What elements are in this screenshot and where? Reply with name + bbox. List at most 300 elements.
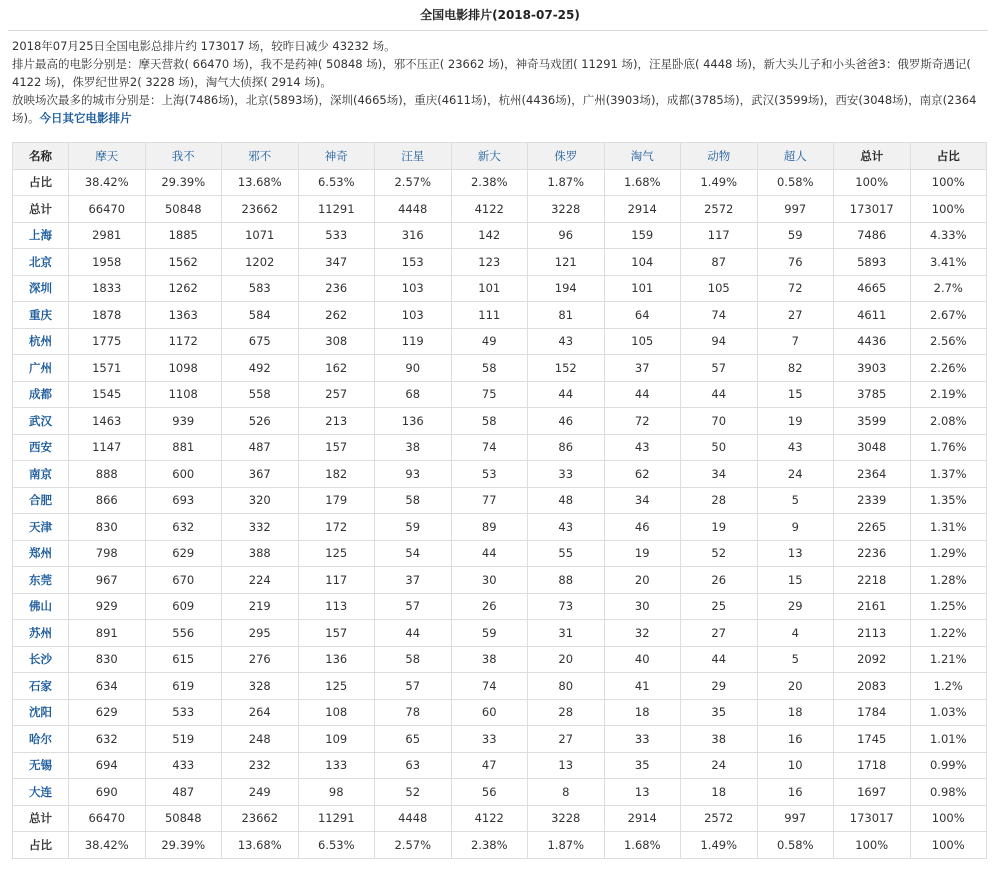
city-link[interactable]: 石家 xyxy=(13,673,69,700)
table-cell: 615 xyxy=(145,646,222,673)
table-cell: 2914 xyxy=(604,196,681,223)
table-cell: 1.68% xyxy=(604,832,681,859)
row-ratio: 100% xyxy=(910,196,987,223)
table-cell: 62 xyxy=(604,461,681,488)
table-cell: 19 xyxy=(681,514,758,541)
table-cell: 93 xyxy=(375,461,452,488)
table-cell: 0.58% xyxy=(757,832,834,859)
city-link[interactable]: 深圳 xyxy=(13,275,69,302)
table-cell: 44 xyxy=(681,646,758,673)
table-cell: 82 xyxy=(757,355,834,382)
table-cell: 533 xyxy=(145,699,222,726)
table-cell: 136 xyxy=(375,408,452,435)
table-cell: 320 xyxy=(222,487,299,514)
table-cell: 48 xyxy=(528,487,605,514)
row-ratio: 1.03% xyxy=(910,699,987,726)
table-cell: 830 xyxy=(69,646,146,673)
city-row xyxy=(13,408,987,435)
table-cell: 179 xyxy=(298,487,375,514)
row-total: 3599 xyxy=(834,408,911,435)
table-cell: 29.39% xyxy=(145,832,222,859)
table-cell: 44 xyxy=(681,381,758,408)
summary-row xyxy=(13,196,987,223)
city-row xyxy=(13,514,987,541)
table-cell: 295 xyxy=(222,620,299,647)
table-cell: 262 xyxy=(298,302,375,329)
table-cell: 49 xyxy=(451,328,528,355)
table-cell: 1147 xyxy=(69,434,146,461)
row-total: 173017 xyxy=(834,196,911,223)
header-movie[interactable]: 淘气 xyxy=(604,143,681,170)
table-cell: 264 xyxy=(222,699,299,726)
table-cell: 2.38% xyxy=(451,832,528,859)
table-cell: 13.68% xyxy=(222,832,299,859)
table-cell: 194 xyxy=(528,275,605,302)
row-ratio: 100% xyxy=(910,832,987,859)
table-cell: 65 xyxy=(375,726,452,753)
table-cell: 2981 xyxy=(69,222,146,249)
header-ratio: 占比 xyxy=(910,143,987,170)
table-cell: 172 xyxy=(298,514,375,541)
header-movie[interactable]: 新大 xyxy=(451,143,528,170)
table-cell: 33 xyxy=(451,726,528,753)
table-cell: 105 xyxy=(604,328,681,355)
city-link[interactable]: 上海 xyxy=(13,222,69,249)
city-link[interactable]: 西安 xyxy=(13,434,69,461)
table-cell: 125 xyxy=(298,673,375,700)
table-cell: 15 xyxy=(757,567,834,594)
table-cell: 219 xyxy=(222,593,299,620)
table-cell: 830 xyxy=(69,514,146,541)
city-link[interactable]: 成都 xyxy=(13,381,69,408)
row-total: 2339 xyxy=(834,487,911,514)
table-cell: 35 xyxy=(681,699,758,726)
table-cell: 1571 xyxy=(69,355,146,382)
table-cell: 30 xyxy=(451,567,528,594)
table-cell: 109 xyxy=(298,726,375,753)
table-cell: 19 xyxy=(604,540,681,567)
row-total: 4611 xyxy=(834,302,911,329)
row-ratio: 2.26% xyxy=(910,355,987,382)
table-cell: 44 xyxy=(451,540,528,567)
table-cell: 37 xyxy=(375,567,452,594)
city-link[interactable]: 长沙 xyxy=(13,646,69,673)
row-ratio: 3.41% xyxy=(910,249,987,276)
table-cell: 29 xyxy=(757,593,834,620)
city-link[interactable]: 苏州 xyxy=(13,620,69,647)
summary-row xyxy=(13,805,987,832)
table-cell: 8 xyxy=(528,779,605,806)
table-cell: 308 xyxy=(298,328,375,355)
table-cell: 3228 xyxy=(528,805,605,832)
table-cell: 4448 xyxy=(375,196,452,223)
table-cell: 23662 xyxy=(222,805,299,832)
table-cell: 73 xyxy=(528,593,605,620)
table-cell: 152 xyxy=(528,355,605,382)
table-cell: 60 xyxy=(451,699,528,726)
schedule-table xyxy=(12,142,987,859)
table-cell: 72 xyxy=(604,408,681,435)
page-title: 全国电影排片(2018-07-25) xyxy=(420,8,580,22)
table-cell: 248 xyxy=(222,726,299,753)
table-cell: 27 xyxy=(528,726,605,753)
table-cell: 20 xyxy=(757,673,834,700)
row-ratio: 0.98% xyxy=(910,779,987,806)
table-cell: 1363 xyxy=(145,302,222,329)
city-row xyxy=(13,302,987,329)
table-cell: 4122 xyxy=(451,805,528,832)
header-movie[interactable]: 超人 xyxy=(757,143,834,170)
table-cell: 236 xyxy=(298,275,375,302)
city-row xyxy=(13,275,987,302)
table-cell: 101 xyxy=(451,275,528,302)
table-cell: 157 xyxy=(298,434,375,461)
table-cell: 125 xyxy=(298,540,375,567)
city-row xyxy=(13,540,987,567)
city-link[interactable]: 大连 xyxy=(13,779,69,806)
row-ratio: 2.67% xyxy=(910,302,987,329)
table-cell: 28 xyxy=(528,699,605,726)
row-ratio: 2.08% xyxy=(910,408,987,435)
table-cell: 3228 xyxy=(528,196,605,223)
table-cell: 316 xyxy=(375,222,452,249)
table-cell: 68 xyxy=(375,381,452,408)
city-link[interactable]: 北京 xyxy=(13,249,69,276)
table-cell: 9 xyxy=(757,514,834,541)
row-ratio: 0.99% xyxy=(910,752,987,779)
row-total: 1784 xyxy=(834,699,911,726)
city-row xyxy=(13,779,987,806)
table-cell: 43 xyxy=(528,328,605,355)
table-cell: 34 xyxy=(681,461,758,488)
table-cell: 690 xyxy=(69,779,146,806)
city-row xyxy=(13,328,987,355)
city-row xyxy=(13,726,987,753)
city-link[interactable]: 天津 xyxy=(13,514,69,541)
table-cell: 583 xyxy=(222,275,299,302)
row-total: 2161 xyxy=(834,593,911,620)
city-link[interactable]: 东莞 xyxy=(13,567,69,594)
table-cell: 105 xyxy=(681,275,758,302)
table-cell: 4448 xyxy=(375,805,452,832)
table-cell: 46 xyxy=(528,408,605,435)
table-cell: 33 xyxy=(528,461,605,488)
intro-top-movies-line: 排片最高的电影分别是：摩天营救( 66470 场)，我不是药神( 50848 场)，邪不压正( 23662 场)，神奇马戏团( 11291 场)，汪星卧底( 4448 场)，新大头儿子和小头爸爸3：俄罗斯奇遇记( 4122 场)，侏罗纪世界2( 3228 场)，淘气大侦探( 2914 场)。 xyxy=(12,57,971,89)
table-cell: 257 xyxy=(298,381,375,408)
table-cell: 87 xyxy=(681,249,758,276)
table-cell: 1775 xyxy=(69,328,146,355)
intro-summary xyxy=(12,37,988,127)
title-divider xyxy=(8,30,988,31)
table-cell: 16 xyxy=(757,726,834,753)
table-cell: 38 xyxy=(375,434,452,461)
table-cell: 1885 xyxy=(145,222,222,249)
table-cell: 159 xyxy=(604,222,681,249)
row-total: 3048 xyxy=(834,434,911,461)
table-cell: 18 xyxy=(604,699,681,726)
city-link[interactable]: 广州 xyxy=(13,355,69,382)
table-cell: 1.49% xyxy=(681,832,758,859)
table-cell: 119 xyxy=(375,328,452,355)
table-cell: 29 xyxy=(681,673,758,700)
header-row xyxy=(13,143,987,170)
row-ratio: 100% xyxy=(910,169,987,196)
city-link[interactable]: 杭州 xyxy=(13,328,69,355)
intro-top-cities-line xyxy=(12,91,988,127)
city-link[interactable]: 合肥 xyxy=(13,487,69,514)
table-cell: 33 xyxy=(604,726,681,753)
table-cell: 629 xyxy=(145,540,222,567)
row-ratio: 100% xyxy=(910,805,987,832)
table-cell: 1108 xyxy=(145,381,222,408)
table-cell: 96 xyxy=(528,222,605,249)
table-cell: 533 xyxy=(298,222,375,249)
table-cell: 2572 xyxy=(681,805,758,832)
city-row xyxy=(13,487,987,514)
table-cell: 113 xyxy=(298,593,375,620)
table-cell: 81 xyxy=(528,302,605,329)
table-cell: 133 xyxy=(298,752,375,779)
row-label: 占比 xyxy=(13,832,69,859)
table-cell: 117 xyxy=(298,567,375,594)
table-cell: 74 xyxy=(451,434,528,461)
row-ratio: 2.19% xyxy=(910,381,987,408)
table-cell: 55 xyxy=(528,540,605,567)
table-cell: 1.87% xyxy=(528,832,605,859)
table-cell: 4 xyxy=(757,620,834,647)
table-cell: 58 xyxy=(451,355,528,382)
table-cell: 997 xyxy=(757,805,834,832)
table-cell: 632 xyxy=(69,726,146,753)
table-cell: 23662 xyxy=(222,196,299,223)
city-link[interactable]: 郑州 xyxy=(13,540,69,567)
table-cell: 157 xyxy=(298,620,375,647)
table-cell: 57 xyxy=(375,673,452,700)
city-link[interactable]: 无锡 xyxy=(13,752,69,779)
table-cell: 44 xyxy=(375,620,452,647)
table-cell: 232 xyxy=(222,752,299,779)
table-cell: 1878 xyxy=(69,302,146,329)
table-cell: 111 xyxy=(451,302,528,329)
table-cell: 20 xyxy=(528,646,605,673)
table-cell: 629 xyxy=(69,699,146,726)
table-cell: 31 xyxy=(528,620,605,647)
table-cell: 2.38% xyxy=(451,169,528,196)
header-movie[interactable]: 侏罗 xyxy=(528,143,605,170)
table-cell: 526 xyxy=(222,408,299,435)
city-link[interactable]: 南京 xyxy=(13,461,69,488)
table-cell: 40 xyxy=(604,646,681,673)
table-cell: 64 xyxy=(604,302,681,329)
table-cell: 13 xyxy=(757,540,834,567)
table-cell: 74 xyxy=(681,302,758,329)
table-cell: 32 xyxy=(604,620,681,647)
table-cell: 997 xyxy=(757,196,834,223)
row-total: 1745 xyxy=(834,726,911,753)
table-cell: 11291 xyxy=(298,805,375,832)
table-cell: 90 xyxy=(375,355,452,382)
table-cell: 44 xyxy=(528,381,605,408)
city-row xyxy=(13,752,987,779)
other-movies-link[interactable]: 今日其它电影排片 xyxy=(39,111,132,125)
table-cell: 5 xyxy=(757,646,834,673)
row-total: 173017 xyxy=(834,805,911,832)
table-cell: 1463 xyxy=(69,408,146,435)
table-cell: 2.57% xyxy=(375,169,452,196)
table-cell: 78 xyxy=(375,699,452,726)
table-cell: 43 xyxy=(757,434,834,461)
table-cell: 26 xyxy=(451,593,528,620)
row-ratio: 1.22% xyxy=(910,620,987,647)
table-cell: 1262 xyxy=(145,275,222,302)
row-total: 7486 xyxy=(834,222,911,249)
header-movie[interactable]: 邪不 xyxy=(222,143,299,170)
table-cell: 59 xyxy=(757,222,834,249)
table-cell: 519 xyxy=(145,726,222,753)
row-ratio: 1.21% xyxy=(910,646,987,673)
table-cell: 43 xyxy=(528,514,605,541)
table-cell: 66470 xyxy=(69,196,146,223)
table-cell: 47 xyxy=(451,752,528,779)
table-cell: 56 xyxy=(451,779,528,806)
table-cell: 24 xyxy=(757,461,834,488)
table-cell: 929 xyxy=(69,593,146,620)
city-row xyxy=(13,620,987,647)
table-cell: 558 xyxy=(222,381,299,408)
table-cell: 94 xyxy=(681,328,758,355)
row-ratio: 4.33% xyxy=(910,222,987,249)
table-cell: 86 xyxy=(528,434,605,461)
table-cell: 4122 xyxy=(451,196,528,223)
table-cell: 34 xyxy=(604,487,681,514)
header-movie[interactable]: 动物 xyxy=(681,143,758,170)
table-cell: 50848 xyxy=(145,196,222,223)
city-row xyxy=(13,249,987,276)
table-cell: 967 xyxy=(69,567,146,594)
table-cell: 1071 xyxy=(222,222,299,249)
table-cell: 1545 xyxy=(69,381,146,408)
intro-top-cities-text: 放映场次最多的城市分别是：上海(7486场)，北京(5893场)，深圳(4665场)，重庆(4611场)，杭州(4436场)，广州(3903场)，成都(3785场)，武汉(3599场)，西安(3048场)，南京(2364场)。 xyxy=(12,93,977,125)
table-cell: 18 xyxy=(681,779,758,806)
table-cell: 25 xyxy=(681,593,758,620)
table-cell: 16 xyxy=(757,779,834,806)
table-cell: 136 xyxy=(298,646,375,673)
table-cell: 1.68% xyxy=(604,169,681,196)
table-cell: 13.68% xyxy=(222,169,299,196)
city-row xyxy=(13,673,987,700)
city-link[interactable]: 沈阳 xyxy=(13,699,69,726)
table-cell: 89 xyxy=(451,514,528,541)
table-cell: 487 xyxy=(145,779,222,806)
table-cell: 63 xyxy=(375,752,452,779)
table-cell: 44 xyxy=(604,381,681,408)
city-row xyxy=(13,646,987,673)
row-ratio: 1.25% xyxy=(910,593,987,620)
row-total: 2265 xyxy=(834,514,911,541)
table-cell: 675 xyxy=(222,328,299,355)
table-cell: 103 xyxy=(375,302,452,329)
table-cell: 5 xyxy=(757,487,834,514)
table-cell: 1958 xyxy=(69,249,146,276)
row-label: 占比 xyxy=(13,169,69,196)
row-ratio: 1.2% xyxy=(910,673,987,700)
table-cell: 619 xyxy=(145,673,222,700)
table-cell: 609 xyxy=(145,593,222,620)
city-link[interactable]: 哈尔 xyxy=(13,726,69,753)
table-cell: 1562 xyxy=(145,249,222,276)
table-cell: 104 xyxy=(604,249,681,276)
table-cell: 50 xyxy=(681,434,758,461)
table-cell: 7 xyxy=(757,328,834,355)
table-cell: 798 xyxy=(69,540,146,567)
table-cell: 13 xyxy=(528,752,605,779)
row-label: 总计 xyxy=(13,805,69,832)
table-cell: 182 xyxy=(298,461,375,488)
row-ratio: 1.01% xyxy=(910,726,987,753)
header-movie[interactable]: 神奇 xyxy=(298,143,375,170)
table-cell: 1.87% xyxy=(528,169,605,196)
table-cell: 670 xyxy=(145,567,222,594)
table-cell: 347 xyxy=(298,249,375,276)
table-cell: 19 xyxy=(757,408,834,435)
table-cell: 249 xyxy=(222,779,299,806)
table-cell: 6.53% xyxy=(298,169,375,196)
row-total: 3785 xyxy=(834,381,911,408)
table-cell: 117 xyxy=(681,222,758,249)
table-cell: 41 xyxy=(604,673,681,700)
header-movie[interactable]: 我不 xyxy=(145,143,222,170)
intro-total-line: 2018年07月25日全国电影总排片约 173017 场，较昨日减少 43232 场。 xyxy=(12,39,396,53)
table-cell: 66470 xyxy=(69,805,146,832)
table-cell: 1.49% xyxy=(681,169,758,196)
table-cell: 433 xyxy=(145,752,222,779)
table-cell: 58 xyxy=(375,646,452,673)
table-cell: 70 xyxy=(681,408,758,435)
row-total: 2218 xyxy=(834,567,911,594)
city-link[interactable]: 武汉 xyxy=(13,408,69,435)
table-cell: 57 xyxy=(681,355,758,382)
table-cell: 27 xyxy=(681,620,758,647)
row-ratio: 2.7% xyxy=(910,275,987,302)
city-link[interactable]: 重庆 xyxy=(13,302,69,329)
table-cell: 38.42% xyxy=(69,832,146,859)
row-total: 2113 xyxy=(834,620,911,647)
table-cell: 2.57% xyxy=(375,832,452,859)
table-cell: 35 xyxy=(604,752,681,779)
table-cell: 332 xyxy=(222,514,299,541)
header-movie[interactable]: 摩天 xyxy=(69,143,146,170)
table-cell: 881 xyxy=(145,434,222,461)
table-cell: 632 xyxy=(145,514,222,541)
city-link[interactable]: 佛山 xyxy=(13,593,69,620)
table-cell: 487 xyxy=(222,434,299,461)
table-cell: 153 xyxy=(375,249,452,276)
table-cell: 54 xyxy=(375,540,452,567)
table-cell: 162 xyxy=(298,355,375,382)
table-cell: 50848 xyxy=(145,805,222,832)
row-total: 2364 xyxy=(834,461,911,488)
header-total: 总计 xyxy=(834,143,911,170)
row-total: 2083 xyxy=(834,673,911,700)
table-cell: 1172 xyxy=(145,328,222,355)
table-cell: 101 xyxy=(604,275,681,302)
row-ratio: 1.28% xyxy=(910,567,987,594)
table-cell: 866 xyxy=(69,487,146,514)
header-movie[interactable]: 汪星 xyxy=(375,143,452,170)
table-cell: 634 xyxy=(69,673,146,700)
table-cell: 57 xyxy=(375,593,452,620)
table-cell: 939 xyxy=(145,408,222,435)
